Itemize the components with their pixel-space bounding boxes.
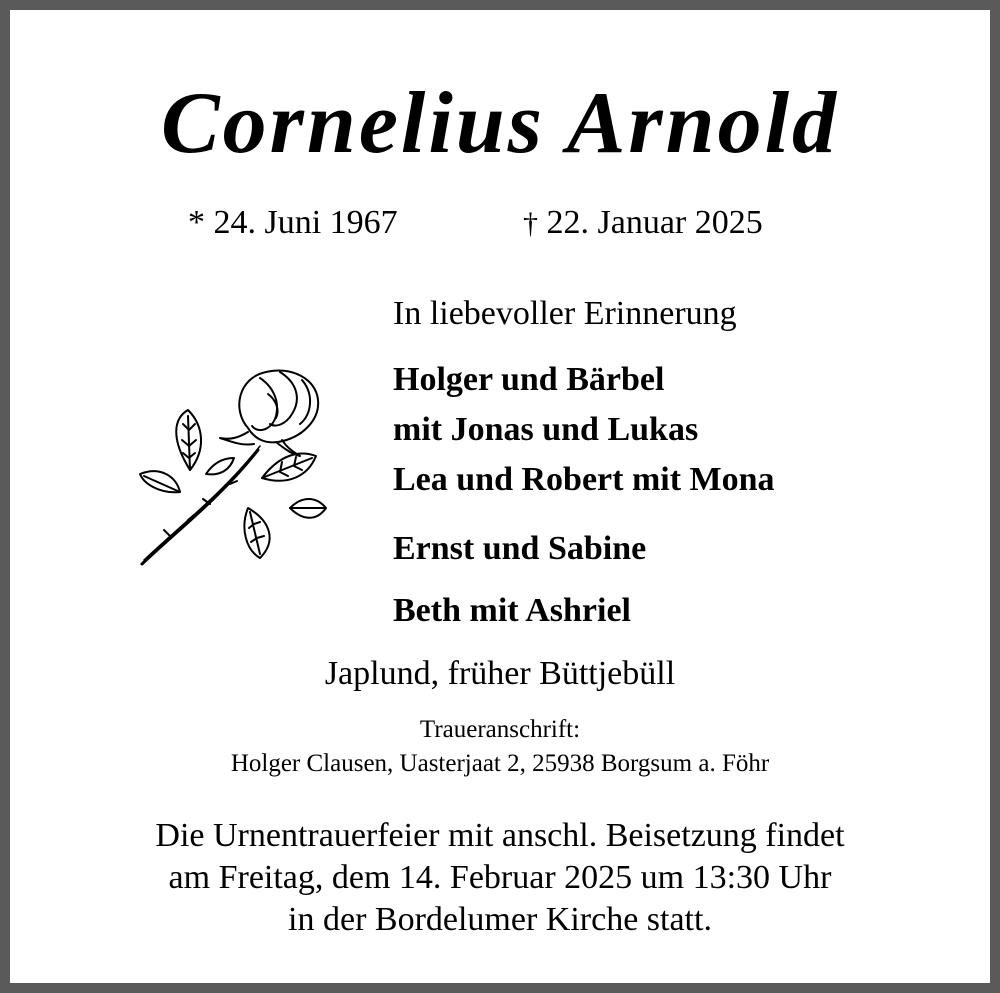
family-group-1	[393, 355, 775, 505]
mourning-address	[10, 713, 990, 781]
death-date: 22. Januar 2025	[546, 204, 763, 241]
family-line: Holger und Bärbel	[393, 361, 665, 398]
obituary-card	[10, 10, 990, 983]
service-line: Die Urnentrauerfeier mit anschl. Beisetzung findet	[155, 817, 845, 854]
address-label: Traueranschrift:	[419, 716, 581, 743]
memory-line: In liebevoller Erinnerung	[393, 295, 737, 332]
rose-icon	[130, 358, 330, 570]
service-line: am Freitag, dem 14. Februar 2025 um 13:30 Uhr	[168, 859, 832, 896]
service-announcement	[10, 815, 990, 941]
service-line: in der Bordelumer Kirche statt.	[288, 901, 712, 938]
cross-icon: †	[523, 207, 538, 240]
death-date-line	[523, 203, 763, 244]
family-group-2: Ernst und Sabine	[393, 530, 647, 567]
family-group-3: Beth mit Ashriel	[393, 592, 631, 629]
address-line: Holger Clausen, Uasterjaat 2, 25938 Borgsum a. Föhr	[230, 750, 770, 777]
deceased-name: Cornelius Arnold	[160, 75, 840, 172]
family-line: Lea und Robert mit Mona	[393, 461, 775, 498]
place-line: Japlund, früher Büttjebüll	[324, 655, 676, 692]
birth-date: * 24. Juni 1967	[188, 204, 398, 241]
family-line: mit Jonas und Lukas	[393, 411, 699, 448]
